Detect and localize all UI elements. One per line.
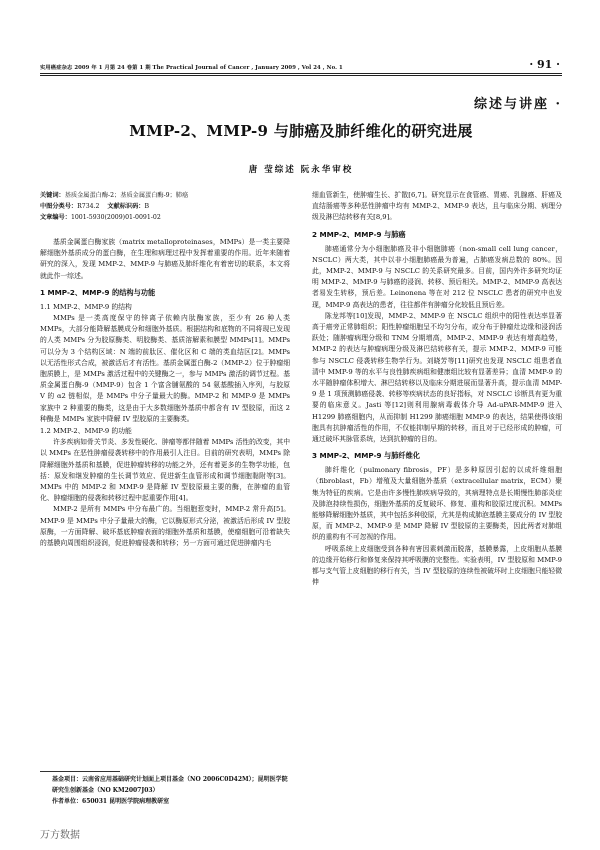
watermark-text: 万方数据 <box>40 830 80 841</box>
article-title: MMP-2、MMP-9 与肺癌及肺纤维化的研究进展 <box>129 122 473 140</box>
fund-text: 云南省应用基础研究计划面上项目基金（NO 2006C0D42M）；昆明医学院研究生创新基金（NO KM2007J03） <box>52 776 288 794</box>
right-column <box>312 190 562 589</box>
fund-label: 基金项目： <box>52 776 83 783</box>
article-number-line <box>40 212 290 223</box>
section-3-paragraph-2: 呼吸系统上皮细胞受到各种有害因素刺激而脱落，基膜暴露，上皮细胞从基膜的边缘开始移行和修复来保持其呼吸膜的完整性。实验表明，IV 型胶原和 MMP-9 都与支气管上皮细胞的移行有关，当 IV 型胶原的连续性被破坏时上皮细胞只能轻微伸 <box>312 544 562 587</box>
header-rule <box>40 73 562 74</box>
section-2-heading: 2 MMP-2、MMP-9 与肺癌 <box>312 229 406 239</box>
keywords-value: 基质金属蛋白酶-2；基质金属蛋白酶-9；肺癌 <box>64 192 189 199</box>
section-1-1-heading: 1.1 MMP-2、MMP-9 的结构 <box>40 302 132 311</box>
classification-line <box>40 201 290 212</box>
clc-label: 中图分类号： <box>40 203 78 210</box>
clc-value: R734.2 <box>77 203 100 210</box>
keywords-line <box>40 190 290 201</box>
article-number-label: 文章编号： <box>40 214 71 221</box>
section-2-paragraph-1: 肺癌通常分为小细胞肺癌及非小细胞肺癌（non-small cell lung cancer，NSCLC）两大类，其中以非小细胞肺癌最为普遍，占肺癌发病总数的 80%。因此，MMP-2、MMP-9 与 NSCLC 的关系研究最多。目前，国内外许多研究均证明 MMP-2、MMP-9 与肺癌的浸润、转移、预后相关。MMP-2、MMP-9 高表达者易发生转移，预后差。Leinonena 等在对 212 位 NSCLC 患者的研究中也发现，MMP-9 高表达的患者，往往都伴有肿瘤分化较低且预后差。 <box>312 244 562 309</box>
section-1-2-paragraph-b: MMP-2 是所有 MMPs 中分布最广的。当细胞惹变时，MMP-2 常升高[5]。MMP-9 是 MMPs 中分子量最大的酶，它以酶原形式分泌，被激活后形成 IV 型胶原酶，一方面降解、破坏基底肿瘤表面的细胞外基质和基膜，使瘤细胞可沿着缺失的基膜向周围组织浸润，促进肿瘤侵袭和转移；另一方面可通过促进肿瘤内毛 <box>40 505 290 548</box>
intro-paragraph: 基质金属蛋白酶家族（matrix metalloproteinases，MMPs）是一类主要降解细胞外基质成分的蛋白酶，在生理和病理过程中发挥着重要的作用。近年来随着研究的深入，发现 MMP-2、MMP-9 与肺癌及肺纤维化有着密切的联系，本文将就此作一综述。 <box>40 238 290 280</box>
article-number-value: 1001-5930(2009)01-0091-02 <box>70 214 161 221</box>
section-3-paragraph-1: 肺纤维化（pulmonary fibrosis，PF）是多种原因引起的以成纤维细胞（fibroblast，Fb）增殖及大量细胞外基质（extracellular matrix，ECM）聚集为特征的疾病。它是由许多慢性肺疾病导致的，其病理特点是长期慢性肺部炎症及肺泡持续性损伤，细胞外基质的反复破坏、修复、重构和胶原过度沉积。MMPs 能够降解细胞外基质，其中包括多种胶原，尤其是构成肺泡基膜主要成分的 IV 型胶原，而 MMP-2、MMP-9 是 MMP 降解 IV 型胶原的主要酶类，因此两者对肺组织的重构有不可忽视的作用。 <box>312 466 562 542</box>
running-head: 实用癌症杂志 2009 年 1 月第 24 卷第 1 期 The Practical Journal of Cancer , January 2009 , Vol 24 , No. 1 <box>40 65 343 71</box>
section-1-2-heading: 1.2 MMP-2、MMP-9 的功能 <box>40 427 132 436</box>
fund-note <box>52 774 292 796</box>
affiliation-note <box>52 796 292 807</box>
left-column <box>40 190 290 549</box>
affiliation-text: 650031 昆明医学院病理教研室 <box>82 798 170 805</box>
section-tag: 综述与讲座 · <box>473 97 562 112</box>
footnotes <box>52 774 292 807</box>
section-3-heading: 3 MMP-2、MMP-9 与肺纤维化 <box>312 451 420 461</box>
doc-code-label: 文献标识码： <box>107 203 145 210</box>
keywords-label: 关键词： <box>40 192 65 199</box>
section-1-2-paragraph-a: 许多疾病如骨关节炎、多发性硬化、肿瘤等都伴随着 MMPs 活性的改变，其中以 MMPs 在恶性肿瘤侵袭转移中的作用最引人注目。目前的研究表明，MMPs 除降解细胞外基质和基膜，促进肿瘤转移的功能之外，还有着更多的生物学功能，包括：原发和继发肿瘤的生长调节效应、促进新生血管形成和调节细胞黏附等[3]。MMPs 中的 MMP-2 和 MMP-9 是降解 IV 型胶原最主要的酶，在肿瘤的血管化、肿瘤细胞的侵袭和转移过程中起重要作用[4]。 <box>40 438 290 503</box>
section-2-paragraph-2: 陈龙邦等[10]发现，MMP-2、MMP-9 在 NSCLC 组织中的阳性表达率显著高于癌旁正常肺组织；阳性肿瘤细胞呈不均匀分布，或分布于肿瘤灶边缘和浸润活跃处；随肿瘤病理分级和 TNM 分期增高，MMP-2、MMP-9 表达有增高趋势，MMP-2 的表达与肿瘤病理分级及淋巴结转移有关，提示 MMP-2、MMP-9 可能参与 NSCLC 侵袭转移生物学行为。刘晓芳等[11]研究也发现 NSCLC 组患者血清中 MMP-9 等的水平与良性肺疾病组和健康组比较有显著差异；血清 MMP-9 的水平随肿瘤体积增大、淋巴结转移以及临床分期进展而显著升高，提示血清 MMP-9 是 1 项预测肺癌侵袭、转移等疾病状态的良好指标，对 NSCLC 诊断具有更为重要的临床意义。Jasti 等[12]则利用腺病毒载体介导 Ad-uPAR-MMP-9 进入 H1299 肺癌细胞内，从而抑制 H1299 肺癌细胞 MMP-9 的表达，结果使得该细胞具有抗肿瘤活性的作用，不仅能抑制早期的转移，而且对于已经形成的肿瘤，可通过破坏其脉管系统，达到抗肿瘤的目的。 <box>312 311 562 444</box>
section-1-1-paragraph: MMPs 是一类高度保守的锌离子依赖内肽酶家族，至少有 26 种人类 MMPs，大部分能降解基膜成分和细胞外基质。根据结构和底物的不同将现已发现的人类 MMPs 分为胶原酶类、明胶酶类、基质溶解素和膜型 MMPs[1]。MMPs 可以分为 3 个结构区域：N 端的前肽区、催化区和 C 端的类血结区[2]。MMPs 以无活性形式合成，被激活后才有活性。基质金属蛋白酶-2（MMP-2）位于肿瘤细胞质膜上，是 MMPs 激活过程中的关键酶之一，参与 MMPs 激活的调节过程。基质金属蛋白酶-9（MMP-9）包含 1 个富含脯氨酸的 54 氨基酸插入序列，与胶原 V 的 α2 链相似，是 MMPs 中分子量最大的酶。MMP-2 和 MMP-9 是 MMPs 家族中 2 种重要的酶类，这是由于大多数细胞外基质中都含有 IV 型胶原，而这 2 种酶是 MMPs 家族中降解 IV 型胶原的主要酶类。 <box>40 314 290 423</box>
section-1-heading: 1 MMP-2、MMP-9 的结构与功能 <box>40 287 156 297</box>
doc-code-value: B <box>144 203 150 210</box>
footnote-rule <box>40 771 120 772</box>
article-authors: 唐 莹综述 阮永华审校 <box>248 165 354 175</box>
affiliation-label: 作者单位： <box>52 798 83 805</box>
header-rule-thin <box>40 75 562 76</box>
page-number: · 91 · <box>529 58 560 71</box>
continued-paragraph: 细血管新生，使肿瘤生长、扩散[6,7]。研究显示在食管癌、胃癌、乳腺癌、肝癌及直结肠癌等多种恶性肿瘤中均有 MMP-2、MMP-9 表达，且与临床分期、病理分级及淋巴结转移有关[8,9]。 <box>312 191 562 222</box>
